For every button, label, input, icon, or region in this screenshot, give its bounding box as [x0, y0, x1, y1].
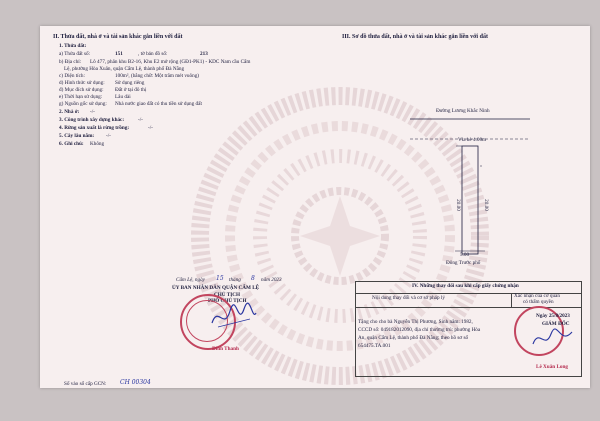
date-month-label: tháng	[229, 277, 241, 283]
origin-value: Nhà nước giao đất có thu tiền sử dụng đất	[115, 101, 202, 107]
confirm-date: Ngày 25/8/2023	[536, 313, 570, 319]
col-confirm-header-2: có thẩm quyền	[523, 299, 554, 305]
item2-heading: 2. Nhà ở:	[59, 109, 80, 115]
item5-value: -/-	[106, 133, 111, 139]
right-section-title: III. Sơ đồ thửa đất, nhà ở và tài sản khác gắn liền với đất	[342, 34, 488, 40]
bottom-dimension: 5.00	[460, 252, 470, 258]
right-side-length: 20.00	[482, 199, 489, 211]
col-content-header: Nội dung thay đổi và cơ sở pháp lý	[372, 295, 445, 301]
purpose-value: Đất ở tại đô thị	[115, 87, 147, 93]
col-confirm-header-1: Xác nhận của cơ quan	[514, 293, 560, 299]
issuer-role-sub: PHÓ CHỦ TỊCH	[208, 298, 247, 304]
item6-heading: 6. Ghi chú:	[59, 141, 84, 147]
parcel-no: 151	[115, 51, 123, 57]
confirm-role: GIÁM ĐỐC	[542, 321, 570, 327]
sidewalk-width: Vỉa hè 4.00m	[458, 137, 487, 143]
change-line-2: CCCD số: 049182012090, địa chỉ thường trú: phường Hòa	[358, 327, 481, 333]
address-label: b) Địa chỉ:	[59, 59, 82, 65]
registry-no: CH 00304	[120, 379, 151, 386]
bottom-label: Đông Trước phố	[446, 260, 481, 266]
purpose-label: đ) Mục đích sử dụng:	[59, 87, 104, 93]
parcel-diagram	[410, 91, 530, 256]
change-line-4: 654475.TA.001	[358, 343, 391, 349]
signer-name: Đinh Thanh	[212, 346, 239, 352]
right-signature	[530, 326, 575, 351]
term-value: Lâu dài	[115, 94, 131, 100]
map-sheet-no: 213	[200, 51, 208, 57]
left-section-title: II. Thửa đất, nhà ở và tài sản khác gắn liền với đất	[53, 34, 183, 40]
left-side-length: 20.00	[454, 199, 461, 211]
date-month: 8	[251, 275, 255, 282]
address-line-1: Lô 477, phân khu B2-16, Khu E2 mở rộng (GĐ1-PK1) - KDC Nam cầu Cẩm	[90, 59, 251, 65]
left-signature	[208, 301, 258, 331]
changes-table-title: IV. Những thay đổi sau khi cấp giấy chứng nhận	[412, 283, 519, 289]
change-line-1: Tặng cho cho bà Nguyễn Thị Phương, Sinh năm: 1982,	[358, 319, 473, 325]
usage-form-value: Sử dụng riêng	[115, 80, 145, 86]
item6-value: Không	[90, 141, 105, 147]
parcel-no-label: a) Thửa đất số:	[59, 51, 91, 57]
item5-heading: 5. Cây lâu năm:	[59, 133, 95, 139]
item1-heading: 1. Thửa đất:	[59, 43, 87, 49]
item3-heading: 3. Công trình xây dựng khác:	[59, 117, 125, 123]
change-line-3: An, quận Cẩm Lệ, thành phố Đà Nẵng; theo hồ sơ số	[358, 335, 469, 341]
origin-label: g) Nguồn gốc sử dụng:	[59, 101, 107, 107]
certificate-sheet	[40, 26, 590, 388]
registry-label: Số vào sổ cấp GCN:	[64, 381, 107, 387]
item3-value: -/-	[138, 117, 143, 123]
date-day: 15	[216, 275, 224, 282]
date-prefix: Cẩm Lệ, ngày	[176, 277, 205, 283]
address-line-2: Lệ, phường Hòa Xuân, quận Cẩm Lệ, thành phố Đà Nẵng	[64, 66, 185, 72]
usage-form-label: d) Hình thức sử dụng:	[59, 80, 105, 86]
item2-value: -/-	[90, 109, 95, 115]
map-sheet-label: , tờ bản đồ số:	[138, 51, 168, 57]
road-name: Đường Lương Khắc Ninh	[436, 108, 490, 114]
issuer-role: CHỦ TỊCH	[214, 292, 240, 298]
issuer-name: ỦY BAN NHÂN DÂN QUẬN CẨM LỆ	[172, 285, 260, 291]
item4-value: -/-	[148, 125, 153, 131]
area-value: 100m², (bằng chữ: Một trăm mét vuông)	[115, 73, 200, 79]
item4-heading: 4. Rừng sản xuất là rừng trồng:	[59, 125, 130, 131]
date-year: năm 2023	[261, 277, 282, 283]
term-label: e) Thời hạn sử dụng:	[59, 94, 103, 100]
area-label: c) Diện tích:	[59, 73, 85, 79]
confirm-signer: Lê Xuân Long	[536, 364, 568, 370]
